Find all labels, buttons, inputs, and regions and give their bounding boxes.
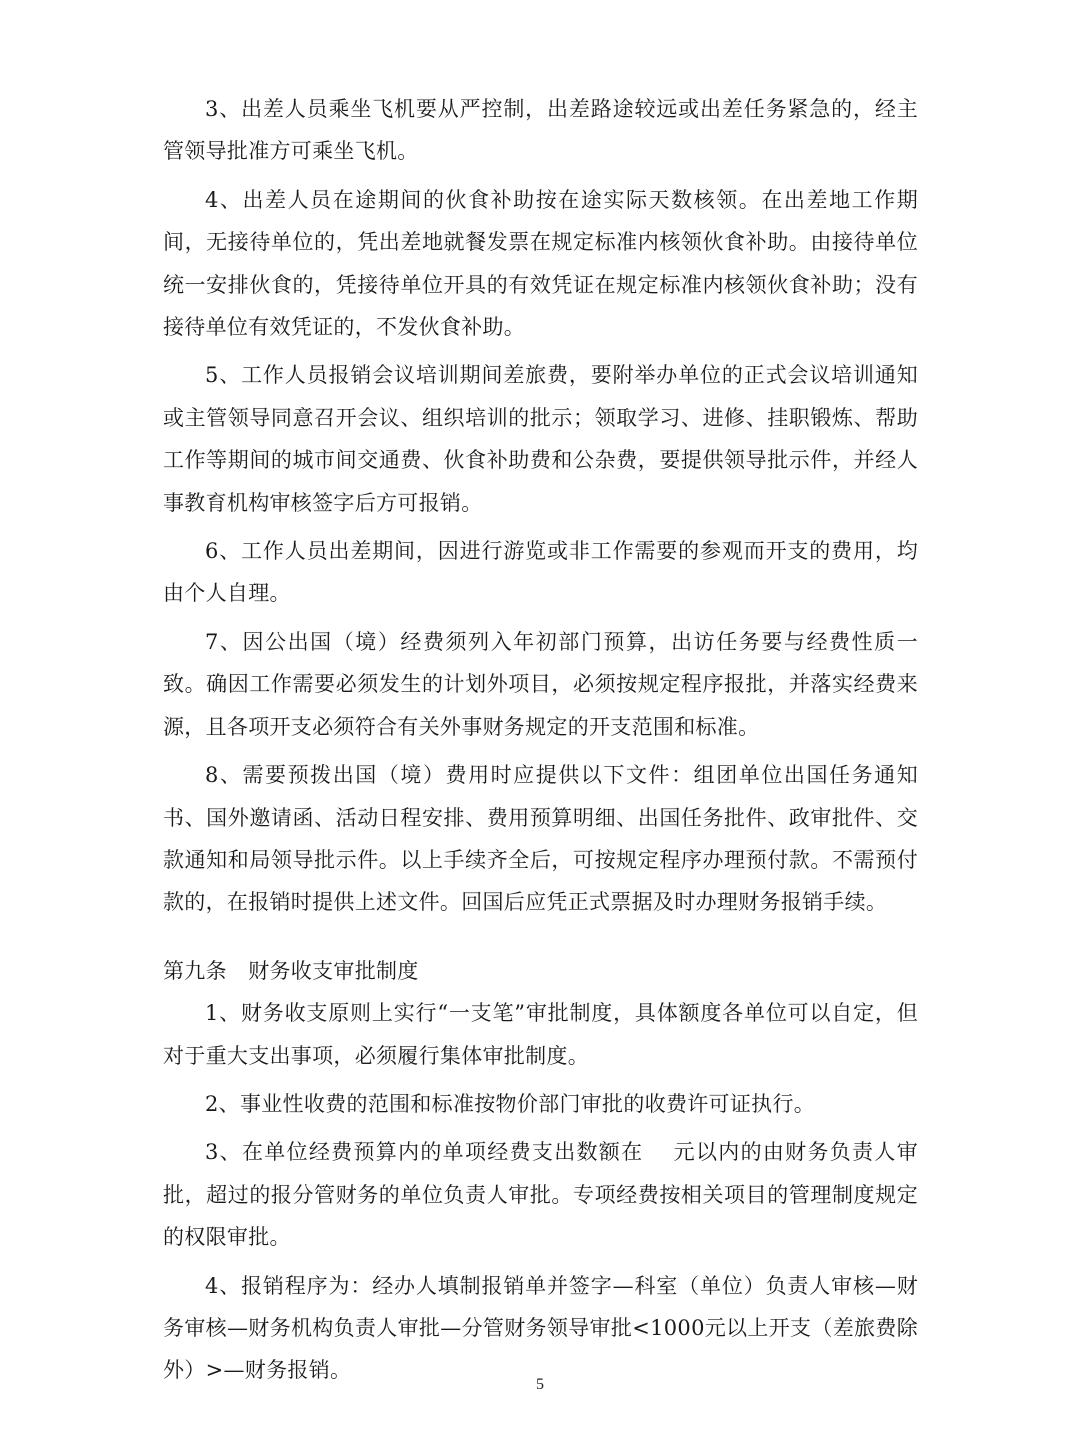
paragraph-item-4: 4、出差人员在途期间的伙食补助按在途实际天数核领。在出差地工作期间，无接待单位的，凭出差地就餐发票在规定标准内核领伙食补助。由接待单位统一安排伙食的，凭接待单位开具的有效凭证在规定标准内核领伙食补助；没有接待单位有效凭证的，不发伙食补助。 bbox=[163, 187, 918, 340]
section-paragraph-3: 3、在单位经费预算内的单项经费支出数额在 元以内的由财务负责人审批，超过的报分管财务的单位负责人审批。专项经费按相关项目的管理制度规定的权限审批。 bbox=[163, 1140, 918, 1250]
section-paragraph-1: 1、财务收支原则上实行“一支笔”审批制度，具体额度各单位可以自定，但对于重大支出事项，必须履行集体审批制度。 bbox=[163, 1001, 918, 1068]
document-body bbox=[163, 88, 918, 1392]
paragraph-item-8: 8、需要预拨出国（境）费用时应提供以下文件：组团单位出国任务通知书、国外邀请函、活动日程安排、费用预算明细、出国任务批件、政审批件、交款通知和局领导批示件。以上手续齐全后，可按规定程序办理预付款。不需预付款的，在报销时提供上述文件。回国后应凭正式票据及时办理财务报销手续。 bbox=[163, 763, 918, 915]
paragraph-item-5: 5、工作人员报销会议培训期间差旅费，要附举办单位的正式会议培训通知或主管领导同意召开会议、组织培训的批示；领取学习、进修、挂职锻炼、帮助工作等期间的城市间交通费、伙食补助费和公杂费，要提供领导批示件，并经人事教育机构审核签字后方可报销。 bbox=[163, 363, 918, 515]
page-number: 5 bbox=[536, 1376, 544, 1393]
section-heading: 第九条 财务收支审批制度 bbox=[163, 958, 419, 983]
paragraph-item-6: 6、工作人员出差期间，因进行游览或非工作需要的参观而开支的费用，均由个人自理。 bbox=[163, 539, 918, 606]
paragraph-item-7: 7、因公出国（境）经费须列入年初部门预算，出访任务要与经费性质一致。确因工作需要必须发生的计划外项目，必须按规定程序报批，并落实经费来源，且各项开支必须符合有关外事财务规定的开支范围和标准。 bbox=[163, 629, 918, 739]
section-paragraph-2: 2、事业性收费的范围和标准按物价部门审批的收费许可证执行。 bbox=[205, 1091, 816, 1116]
paragraph-item-3: 3、出差人员乘坐飞机要从严控制，出差路途较远或出差任务紧急的，经主管领导批准方可乘坐飞机。 bbox=[163, 97, 918, 164]
section-paragraph-4: 4、报销程序为：经办人填制报销单并签字—科室（单位）负责人审核—财务审核—财务机构负责人审批—分管财务领导审批<1000元以上开支（差旅费除外）>—财务报销。 bbox=[163, 1273, 918, 1383]
